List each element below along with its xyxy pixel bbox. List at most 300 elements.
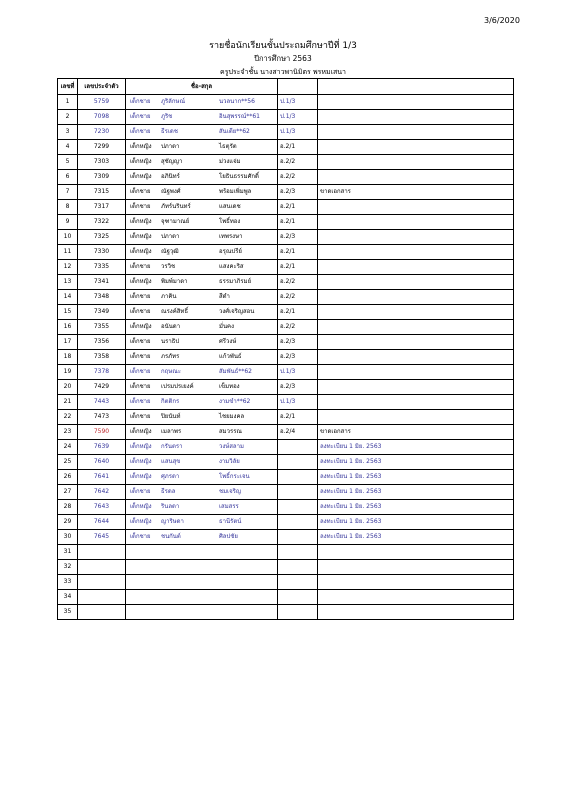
student-id: 7644 (78, 515, 126, 530)
last-name: โพธิ์กระเจน (219, 473, 250, 480)
last-name: โพธิ์ทอง (219, 218, 241, 225)
table-row (58, 125, 514, 140)
row-number: 28 (58, 500, 78, 515)
first-name: ภูริลักษณ์ (161, 98, 186, 105)
first-name: สุชัญญา (161, 158, 183, 165)
row-note: ขาดเอกสาร (318, 425, 514, 440)
row-note (318, 155, 514, 170)
previous-class: อ.2/2 (278, 170, 318, 185)
student-id: 7643 (78, 500, 126, 515)
row-note: ขาดเอกสาร (318, 185, 514, 200)
previous-class: อ.2/3 (278, 380, 318, 395)
first-name: วรวิช (161, 263, 176, 270)
last-name: ไธตุรัต (219, 143, 237, 150)
academic-year: ปีการศึกษา 2563 (254, 54, 312, 63)
previous-class (278, 575, 318, 590)
row-number: 35 (58, 605, 78, 620)
last-name: พร้อมเพิ่มพูล (219, 188, 252, 195)
first-name: กิตติกร (161, 398, 180, 405)
student-name (126, 335, 278, 350)
table-row (58, 230, 514, 245)
last-name: ชมเจริญ (219, 488, 241, 495)
first-name: ปิยนันท์ (161, 413, 181, 420)
last-name: ศรีวงษ์ (219, 338, 237, 345)
table-row (58, 560, 514, 575)
header-number: เลขที่ (58, 79, 78, 95)
student-id: 7473 (78, 410, 126, 425)
table-row (58, 575, 514, 590)
student-name (126, 290, 278, 305)
previous-class: อ.2/1 (278, 410, 318, 425)
student-name (126, 170, 278, 185)
row-note: ลงทะเบียน 1 มิย. 2563 (318, 455, 514, 470)
row-number: 32 (58, 560, 78, 575)
first-name: ธีรเดช (161, 128, 178, 135)
first-name: เปรมปรเยงค์ (161, 383, 194, 390)
student-name (126, 305, 278, 320)
row-note (318, 320, 514, 335)
student-name (126, 605, 278, 620)
previous-class: ป.1/3 (278, 110, 318, 125)
header-student-id: เลขประจำตัว (78, 79, 126, 95)
last-name: เสมสรร (219, 503, 239, 510)
previous-class: อ.2/1 (278, 215, 318, 230)
table-row (58, 155, 514, 170)
student-name (126, 590, 278, 605)
last-name: ธานีรัตน์ (219, 518, 242, 525)
student-id: 7645 (78, 530, 126, 545)
row-number: 20 (58, 380, 78, 395)
name-prefix: เด็กชาย (130, 128, 151, 135)
row-note (318, 200, 514, 215)
last-name: สันเดีย**62 (219, 128, 250, 135)
last-name: วงษ์สลาม (219, 443, 244, 450)
previous-class: ป.1/3 (278, 95, 318, 110)
last-name: สัมพันธ์**62 (219, 368, 252, 375)
table-row (58, 485, 514, 500)
table-row (58, 425, 514, 440)
row-number: 30 (58, 530, 78, 545)
row-number: 7 (58, 185, 78, 200)
previous-class: อ.2/1 (278, 140, 318, 155)
row-number: 29 (58, 515, 78, 530)
previous-class: อ.2/2 (278, 155, 318, 170)
name-prefix: เด็กชาย (130, 308, 151, 315)
last-name: ไชยมงคล (219, 413, 245, 420)
student-name (126, 140, 278, 155)
first-name: ปภาดา (161, 233, 180, 240)
student-id: 5759 (78, 95, 126, 110)
row-number: 21 (58, 395, 78, 410)
name-prefix: เด็กหญิง (130, 458, 152, 465)
student-id: 7349 (78, 305, 126, 320)
name-prefix: เด็กหญิง (130, 503, 152, 510)
table-row (58, 455, 514, 470)
name-prefix: เด็กชาย (130, 533, 151, 540)
last-name: มั่นคง (219, 323, 234, 330)
previous-class: อ.2/1 (278, 200, 318, 215)
student-id: 7335 (78, 260, 126, 275)
student-name (126, 155, 278, 170)
row-number: 5 (58, 155, 78, 170)
name-prefix: เด็กหญิง (130, 428, 152, 435)
table-row (58, 215, 514, 230)
row-number: 18 (58, 350, 78, 365)
name-prefix: เด็กหญิง (130, 278, 152, 285)
row-number: 31 (58, 545, 78, 560)
row-number: 19 (58, 365, 78, 380)
table-row (58, 500, 514, 515)
row-note: ลงทะเบียน 1 มิย. 2563 (318, 440, 514, 455)
row-note (318, 545, 514, 560)
student-id (78, 575, 126, 590)
table-row (58, 140, 514, 155)
name-prefix: เด็กหญิง (130, 158, 152, 165)
row-note (318, 380, 514, 395)
row-number: 24 (58, 440, 78, 455)
student-id: 7639 (78, 440, 126, 455)
last-name: เทพรงษา (219, 233, 243, 240)
student-id: 7443 (78, 395, 126, 410)
row-note (318, 350, 514, 365)
row-note (318, 245, 514, 260)
row-note (318, 215, 514, 230)
student-id: 7358 (78, 350, 126, 365)
row-number: 11 (58, 245, 78, 260)
first-name: ภรภัทร (161, 353, 180, 360)
row-note (318, 230, 514, 245)
row-number: 34 (58, 590, 78, 605)
page-title: รายชื่อนักเรียนชั้นประถมศึกษาปีที่ 1/3 (209, 41, 357, 51)
header-note (318, 79, 514, 95)
last-name: สีดำ (219, 293, 230, 300)
table-row (58, 95, 514, 110)
name-prefix: เด็กชาย (130, 113, 151, 120)
previous-class: อ.2/3 (278, 185, 318, 200)
student-name (126, 95, 278, 110)
student-id: 7330 (78, 245, 126, 260)
last-name: ธรรมาภิรมย์ (219, 278, 252, 285)
table-row (58, 605, 514, 620)
table-row (58, 515, 514, 530)
student-id: 7299 (78, 140, 126, 155)
last-name: แก้วพันธ์ (219, 353, 242, 360)
previous-class: อ.2/2 (278, 275, 318, 290)
name-prefix: เด็กหญิง (130, 143, 152, 150)
row-note: ลงทะเบียน 1 มิย. 2563 (318, 485, 514, 500)
last-name: เข็มทอง (219, 383, 240, 390)
row-note (318, 365, 514, 380)
table-row (58, 335, 514, 350)
first-name: ธีรดล (161, 488, 176, 495)
student-name (126, 125, 278, 140)
name-prefix: เด็กชาย (130, 398, 151, 405)
previous-class (278, 515, 318, 530)
table-row (58, 110, 514, 125)
row-note (318, 305, 514, 320)
student-name (126, 275, 278, 290)
row-note (318, 335, 514, 350)
table-row (58, 170, 514, 185)
last-name: ศิลปชัย (219, 533, 238, 540)
student-name (126, 215, 278, 230)
student-name (126, 200, 278, 215)
student-id: 7429 (78, 380, 126, 395)
name-prefix: เด็กชาย (130, 98, 151, 105)
student-name (126, 110, 278, 125)
first-name: กฤษณะ (161, 368, 182, 375)
first-name: ณรงค์สิทธิ์ (161, 308, 189, 315)
first-name: จุฑามาณย์ (161, 218, 190, 225)
row-note (318, 170, 514, 185)
header-full-name: ชื่อ-สกุล (126, 79, 278, 95)
student-name (126, 470, 278, 485)
row-note (318, 140, 514, 155)
name-prefix: เด็กหญิง (130, 518, 152, 525)
last-name: งามขำ**62 (219, 398, 251, 405)
first-name: ภาคิน (161, 293, 177, 300)
row-number: 15 (58, 305, 78, 320)
student-id (78, 590, 126, 605)
table-row (58, 380, 514, 395)
first-name: กรันตรา (161, 443, 183, 450)
first-name: ปภาดา (161, 143, 180, 150)
student-id: 7355 (78, 320, 126, 335)
student-name (126, 575, 278, 590)
previous-class: อ.2/3 (278, 335, 318, 350)
last-name: งามวิลัย (219, 458, 240, 465)
student-id (78, 560, 126, 575)
table-row (58, 275, 514, 290)
student-name (126, 530, 278, 545)
row-number: 4 (58, 140, 78, 155)
student-name (126, 455, 278, 470)
student-id: 7640 (78, 455, 126, 470)
row-number: 16 (58, 320, 78, 335)
student-id: 7315 (78, 185, 126, 200)
row-number: 6 (58, 170, 78, 185)
student-id: 7590 (78, 425, 126, 440)
name-prefix: เด็กหญิง (130, 173, 152, 180)
row-number: 8 (58, 200, 78, 215)
first-name: เมลาพร (161, 428, 182, 435)
first-name: ญาริษดา (161, 518, 184, 525)
previous-class (278, 545, 318, 560)
table-row (58, 350, 514, 365)
name-prefix: เด็กชาย (130, 188, 151, 195)
previous-class: อ.2/2 (278, 320, 318, 335)
first-name: อภินิทร์ (161, 173, 180, 180)
previous-class (278, 455, 318, 470)
table-header-row (58, 79, 514, 95)
last-name: อรุณปรีย์ (219, 248, 242, 255)
name-prefix: เด็กชาย (130, 203, 151, 210)
row-note (318, 110, 514, 125)
table-row (58, 320, 514, 335)
last-name: แสงคะริส (219, 263, 244, 270)
student-id: 7230 (78, 125, 126, 140)
first-name: พิมพ์มาดา (161, 278, 188, 285)
row-number: 27 (58, 485, 78, 500)
previous-class: อ.2/1 (278, 260, 318, 275)
student-id: 7317 (78, 200, 126, 215)
student-name (126, 440, 278, 455)
name-prefix: เด็กชาย (130, 368, 151, 375)
row-note (318, 290, 514, 305)
row-number: 26 (58, 470, 78, 485)
student-roster-table (57, 78, 514, 620)
table-row (58, 545, 514, 560)
row-note (318, 95, 514, 110)
table-body (58, 95, 514, 620)
row-number: 23 (58, 425, 78, 440)
student-name (126, 500, 278, 515)
row-number: 10 (58, 230, 78, 245)
student-id: 7303 (78, 155, 126, 170)
previous-class: ป.1/3 (278, 365, 318, 380)
table-row (58, 305, 514, 320)
name-prefix: เด็กชาย (130, 263, 151, 270)
student-name (126, 425, 278, 440)
student-name (126, 260, 278, 275)
student-name (126, 395, 278, 410)
student-id: 7348 (78, 290, 126, 305)
name-prefix: เด็กชาย (130, 488, 151, 495)
previous-class: อ.2/3 (278, 350, 318, 365)
student-name (126, 365, 278, 380)
row-note (318, 260, 514, 275)
row-number: 1 (58, 95, 78, 110)
name-prefix: เด็กหญิง (130, 218, 152, 225)
first-name: ณัฐวุฒิ (161, 248, 179, 255)
row-note (318, 125, 514, 140)
row-note (318, 560, 514, 575)
last-name: โยธินธรรมศักดิ์ (219, 173, 259, 180)
name-prefix: เด็กหญิง (130, 248, 152, 255)
first-name: อนันดา (161, 323, 181, 330)
student-name (126, 320, 278, 335)
student-id (78, 605, 126, 620)
student-id: 7325 (78, 230, 126, 245)
table-row (58, 200, 514, 215)
student-id: 7356 (78, 335, 126, 350)
previous-class: ป.1/3 (278, 125, 318, 140)
first-name: แสนสุข (161, 458, 181, 465)
last-name: สมวรรณ (219, 428, 242, 435)
homeroom-teacher: ครูประจำชั้น นางสาวพานิมิตร พรหมเสนา (220, 68, 346, 76)
student-id: 7642 (78, 485, 126, 500)
previous-class: อ.2/2 (278, 290, 318, 305)
name-prefix: เด็กหญิง (130, 443, 152, 450)
previous-class: อ.2/1 (278, 245, 318, 260)
table-row (58, 260, 514, 275)
name-prefix: เด็กชาย (130, 338, 151, 345)
row-note: ลงทะเบียน 1 มิย. 2563 (318, 530, 514, 545)
row-note (318, 605, 514, 620)
row-note (318, 275, 514, 290)
table-row (58, 290, 514, 305)
student-id: 7309 (78, 170, 126, 185)
row-number: 33 (58, 575, 78, 590)
print-date: 3/6/2020 (484, 16, 520, 25)
name-prefix: เด็กชาย (130, 413, 151, 420)
row-note (318, 395, 514, 410)
student-name (126, 185, 278, 200)
row-number: 22 (58, 410, 78, 425)
name-prefix: เด็กชาย (130, 293, 151, 300)
first-name: ณัฐพงศ์ (161, 188, 181, 195)
last-name: อินสุพรรณ์**61 (219, 113, 260, 120)
previous-class (278, 605, 318, 620)
previous-class: อ.2/1 (278, 305, 318, 320)
previous-class (278, 590, 318, 605)
student-name (126, 380, 278, 395)
header-class (278, 79, 318, 95)
row-number: 25 (58, 455, 78, 470)
row-number: 13 (58, 275, 78, 290)
first-name: ชนกันต์ (161, 533, 181, 540)
student-name (126, 410, 278, 425)
row-note: ลงทะเบียน 1 มิย. 2563 (318, 515, 514, 530)
table-row (58, 410, 514, 425)
row-number: 2 (58, 110, 78, 125)
previous-class (278, 485, 318, 500)
previous-class: ป.1/3 (278, 395, 318, 410)
first-name: ภัทร์นรินทร์ (161, 203, 191, 210)
first-name: นราธิป (161, 338, 180, 345)
student-id: 7322 (78, 215, 126, 230)
table-row (58, 470, 514, 485)
student-id (78, 545, 126, 560)
row-number: 9 (58, 215, 78, 230)
row-note (318, 575, 514, 590)
table-row (58, 245, 514, 260)
previous-class (278, 500, 318, 515)
previous-class (278, 560, 318, 575)
last-name: วงศ์เจริญสอน (219, 308, 255, 315)
table-row (58, 590, 514, 605)
row-number: 3 (58, 125, 78, 140)
table-row (58, 440, 514, 455)
student-id: 7098 (78, 110, 126, 125)
table-row (58, 185, 514, 200)
previous-class: อ.2/3 (278, 230, 318, 245)
row-number: 14 (58, 290, 78, 305)
name-prefix: เด็กหญิง (130, 233, 152, 240)
last-name: แสนเดช (219, 203, 241, 210)
last-name: นวลนาก**56 (219, 98, 255, 105)
first-name: ภูริช (161, 113, 173, 120)
row-number: 12 (58, 260, 78, 275)
student-name (126, 545, 278, 560)
first-name: ศุภรดา (161, 473, 180, 480)
first-name: รินลดา (161, 503, 180, 510)
row-note (318, 590, 514, 605)
previous-class: อ.2/4 (278, 425, 318, 440)
table-row (58, 530, 514, 545)
row-note: ลงทะเบียน 1 มิย. 2563 (318, 500, 514, 515)
previous-class (278, 440, 318, 455)
student-name (126, 350, 278, 365)
student-id: 7641 (78, 470, 126, 485)
table-row (58, 365, 514, 380)
student-name (126, 560, 278, 575)
row-number: 17 (58, 335, 78, 350)
row-note (318, 410, 514, 425)
name-prefix: เด็กหญิง (130, 473, 152, 480)
student-id: 7378 (78, 365, 126, 380)
student-name (126, 230, 278, 245)
